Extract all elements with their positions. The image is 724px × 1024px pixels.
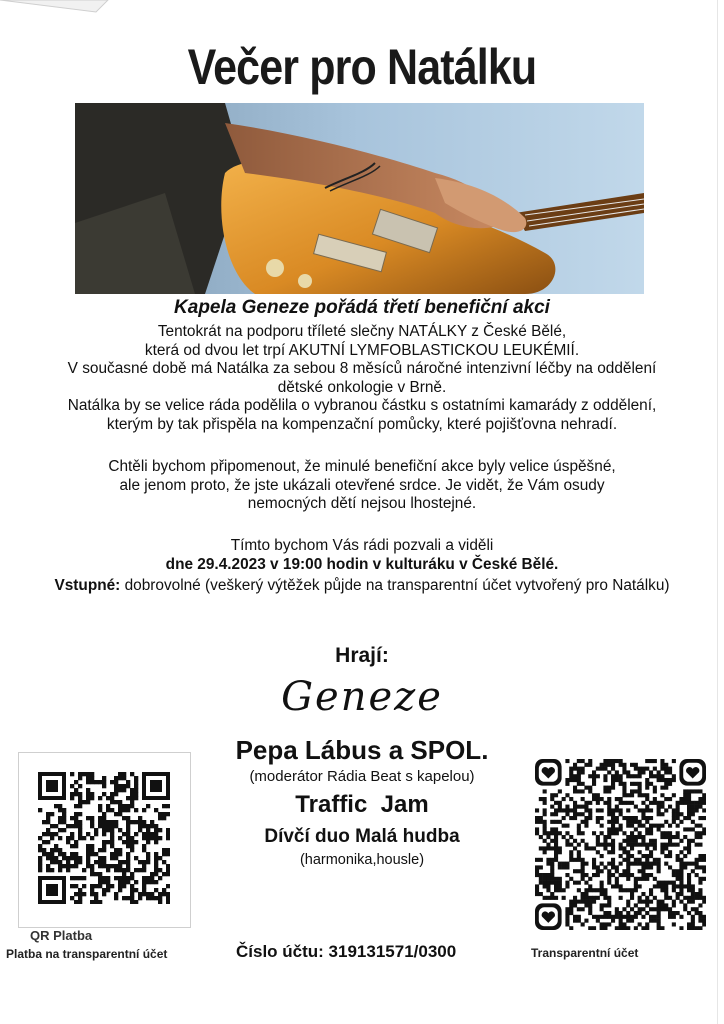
intro-paragraph <box>0 323 724 434</box>
event-subtitle: Kapela Geneze pořádá třetí benefiční akci <box>174 297 550 318</box>
entry-fee <box>12 576 712 595</box>
bank-account-number: Číslo účtu: 319131571/0300 <box>236 942 457 961</box>
reminder-line: ale jenom proto, že jste ukázali otevřené srdce. Je vidět, že Vám osudy <box>119 476 605 494</box>
band-geneze: Geneze <box>281 674 443 720</box>
reminder-paragraph <box>0 458 724 514</box>
band-mala-hudba-note: (harmonika,housle) <box>299 852 425 868</box>
qr-payment-caption: Platba na transparentní účet <box>6 947 168 961</box>
entry-fee-text: dobrovolné (veškerý výtěžek půjde na transparentní účet vytvořený pro Natálku) <box>120 577 670 594</box>
intro-line: Tentokrát na podporu tříleté slečny NATÁLKY z České Bělé, <box>157 323 567 340</box>
intro-line: V současné době má Natálka za sebou 8 měsíců náročné intenzivní léčby na oddělení <box>67 360 657 377</box>
band-mala-hudba: Dívčí duo Malá hudba <box>264 826 460 847</box>
intro-line: dětské onkologie v Brně. <box>277 378 447 396</box>
qr-transparent-account-caption: Transparentní účet <box>531 946 639 960</box>
qr-payment-code[interactable] <box>38 772 170 904</box>
page-corner-fold <box>0 0 110 14</box>
band-pepa-labus: Pepa Lábus a SPOL. <box>235 735 489 765</box>
qr-transparent-account-code[interactable] <box>535 759 706 930</box>
band-traffic-jam: Traffic Jam <box>295 791 429 818</box>
lineup-heading: Hrají: <box>335 644 389 667</box>
qr-payment-label: QR Platba <box>30 928 93 943</box>
guitar-photo <box>75 103 644 294</box>
entry-fee-label: Vstupné: <box>54 577 121 594</box>
band-pepa-labus-note: (moderátor Rádia Beat s kapelou) <box>249 768 475 785</box>
invitation <box>0 537 724 574</box>
invitation-line: Tímto bychom Vás rádi pozvali a viděli <box>230 537 494 554</box>
intro-line: Natálka by se velice ráda podělila o vybranou částku s ostatními kamarády z oddělení, <box>67 397 657 414</box>
reminder-line: Chtěli bychom připomenout, že minulé benefiční akce byly velice úspěšné, <box>108 458 616 475</box>
poster-title: Večer pro Natálku <box>187 39 537 95</box>
intro-line: která od dvou let trpí AKUTNÍ LYMFOBLASTICKOU LEUKÉMIÍ. <box>144 341 580 359</box>
event-date-location: dne 29.4.2023 v 19:00 hodin v kulturáku v České Bělé. <box>165 555 559 573</box>
intro-line: kterým by tak přispěla na kompenzační pomůcky, které pojišťovna nehradí. <box>106 415 618 433</box>
reminder-line: nemocných dětí nejsou lhostejné. <box>247 495 477 512</box>
